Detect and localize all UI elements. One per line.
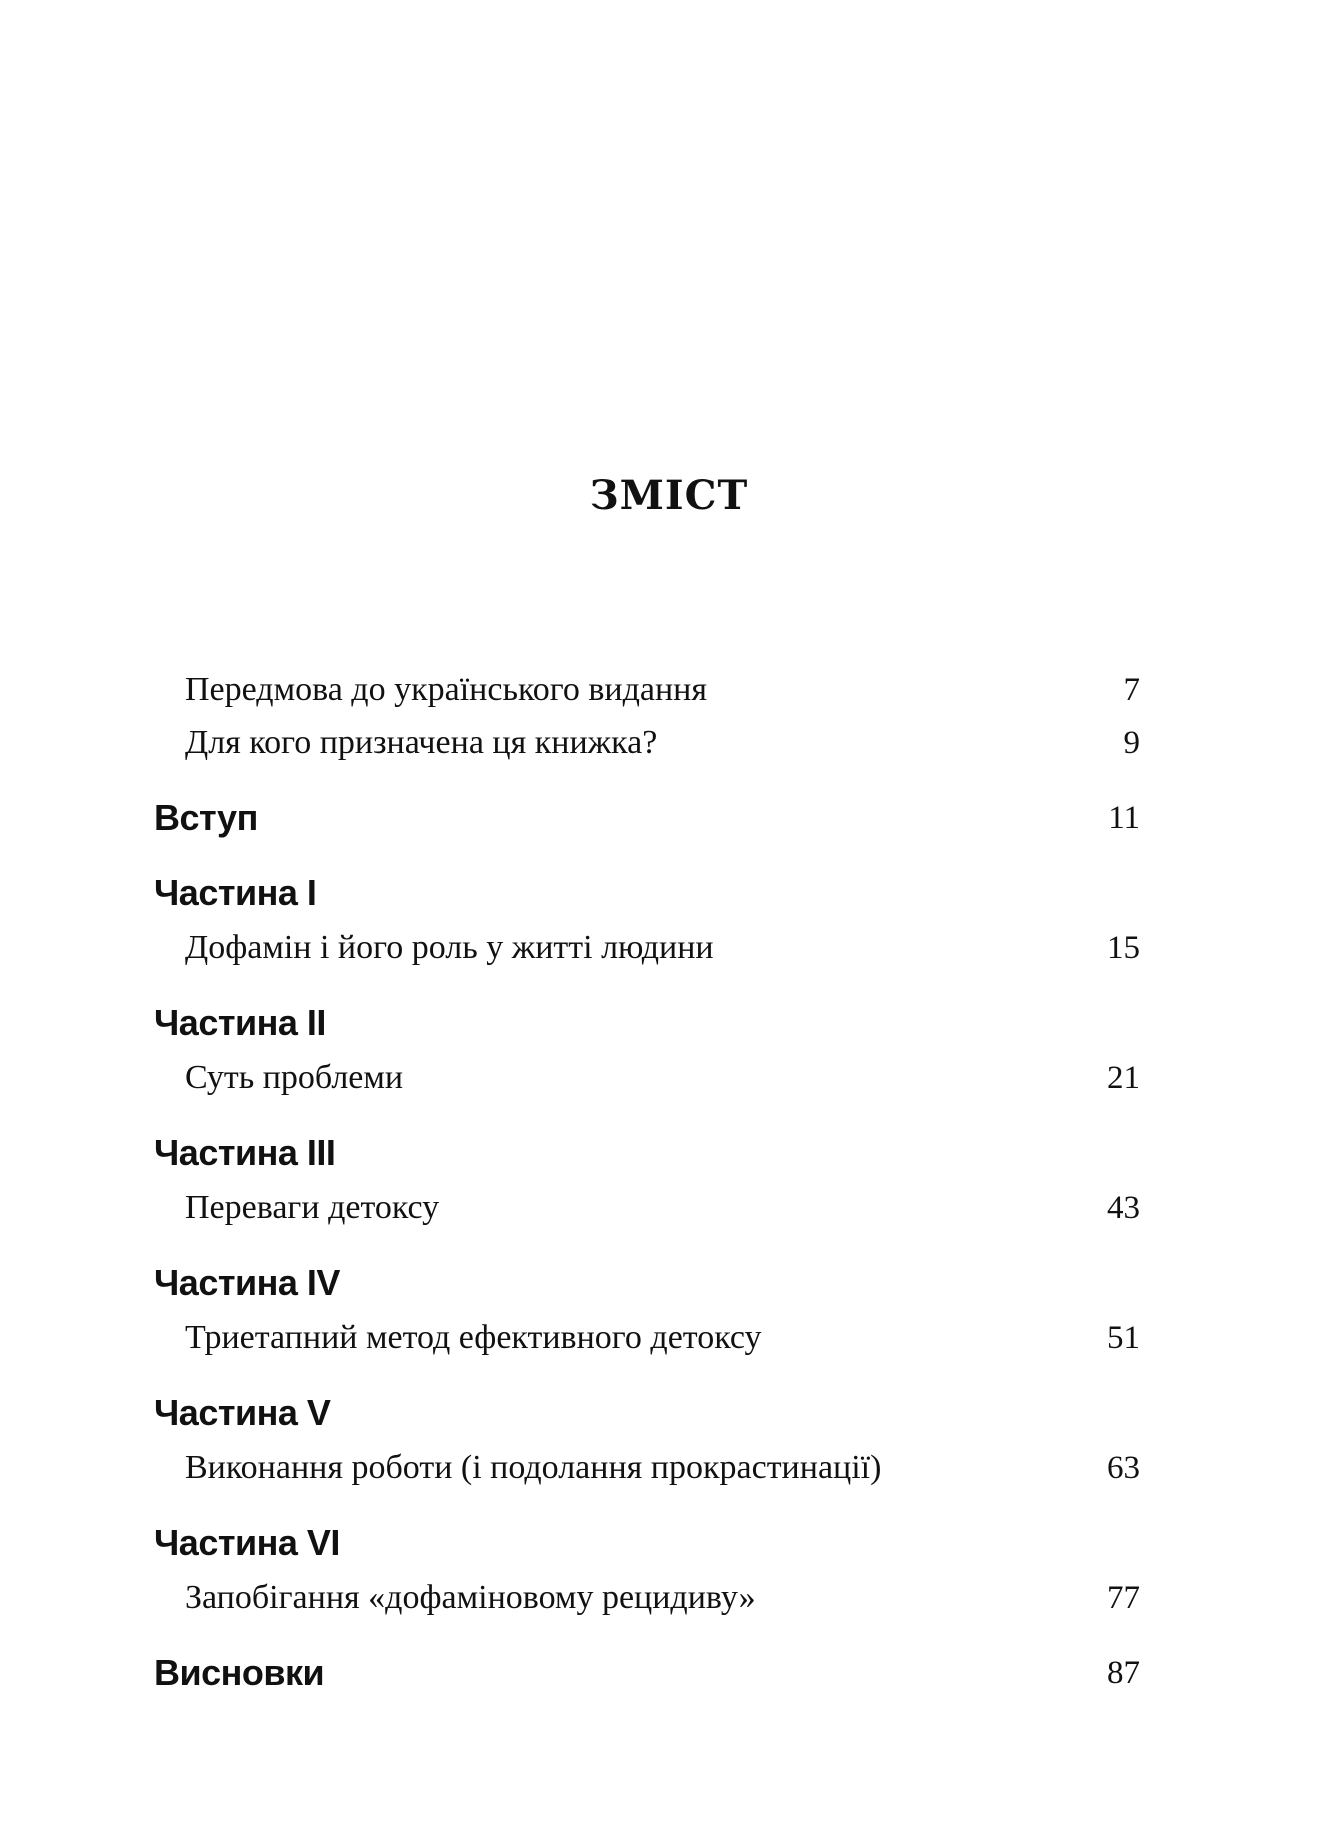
toc-entry-page: 15	[1107, 930, 1140, 966]
toc-heading[interactable]	[0, 868, 1338, 918]
toc-heading[interactable]	[0, 1258, 1338, 1308]
toc-heading-label: Частина I	[154, 872, 317, 913]
toc-entry-label: Суть проблеми	[185, 1059, 404, 1096]
toc-entry-page: 21	[1107, 1060, 1140, 1096]
toc-entry[interactable]	[0, 923, 1338, 973]
toc-entry-page: 11	[1108, 800, 1140, 836]
toc-entry-page: 77	[1107, 1580, 1140, 1616]
toc-entry-page: 63	[1107, 1450, 1140, 1486]
toc-heading-label: Частина III	[154, 1132, 336, 1173]
toc-entry[interactable]	[0, 718, 1338, 768]
toc-heading-label: Частина V	[154, 1392, 331, 1433]
toc-entry[interactable]	[0, 1183, 1338, 1233]
toc-heading[interactable]	[0, 1128, 1338, 1178]
toc-heading-label: Вступ	[154, 797, 258, 838]
toc-heading-label: Частина VI	[154, 1522, 340, 1563]
toc-heading[interactable]	[0, 1518, 1338, 1568]
toc-entry-label: Передмова до українського видання	[185, 671, 708, 708]
toc-entry-page: 43	[1107, 1190, 1140, 1226]
toc-heading-label: Висновки	[154, 1652, 325, 1693]
toc-entry[interactable]	[0, 1443, 1338, 1493]
toc-entry-page: 9	[1123, 725, 1140, 761]
toc-entry-page: 7	[1123, 672, 1140, 708]
toc-entry[interactable]	[0, 665, 1338, 715]
toc-entry-label: Виконання роботи (і подолання прокрастинації)	[185, 1449, 882, 1486]
toc-heading[interactable]	[0, 998, 1338, 1048]
toc-entry-label: Запобігання «дофаміновому рецидиву»	[185, 1579, 756, 1616]
toc-heading[interactable]	[0, 793, 1338, 843]
toc-entry-label: Триетапний метод ефективного детоксу	[185, 1319, 762, 1356]
toc-entry-label: Дофамін і його роль у житті людини	[185, 929, 714, 966]
toc-heading-label: Частина IV	[154, 1262, 340, 1303]
toc-entry[interactable]	[0, 1313, 1338, 1363]
toc-heading[interactable]	[0, 1388, 1338, 1438]
toc-entry[interactable]	[0, 1573, 1338, 1623]
page-title: ЗМІСТ	[589, 472, 749, 519]
toc-entry-label: Для кого призначена ця книжка?	[185, 724, 658, 761]
toc-entry-page: 87	[1107, 1655, 1140, 1691]
toc-heading-label: Частина II	[154, 1002, 326, 1043]
toc-entry-page: 51	[1107, 1320, 1140, 1356]
toc-heading[interactable]	[0, 1648, 1338, 1698]
toc-entry-label: Переваги детоксу	[185, 1189, 440, 1226]
toc-entry[interactable]	[0, 1053, 1338, 1103]
